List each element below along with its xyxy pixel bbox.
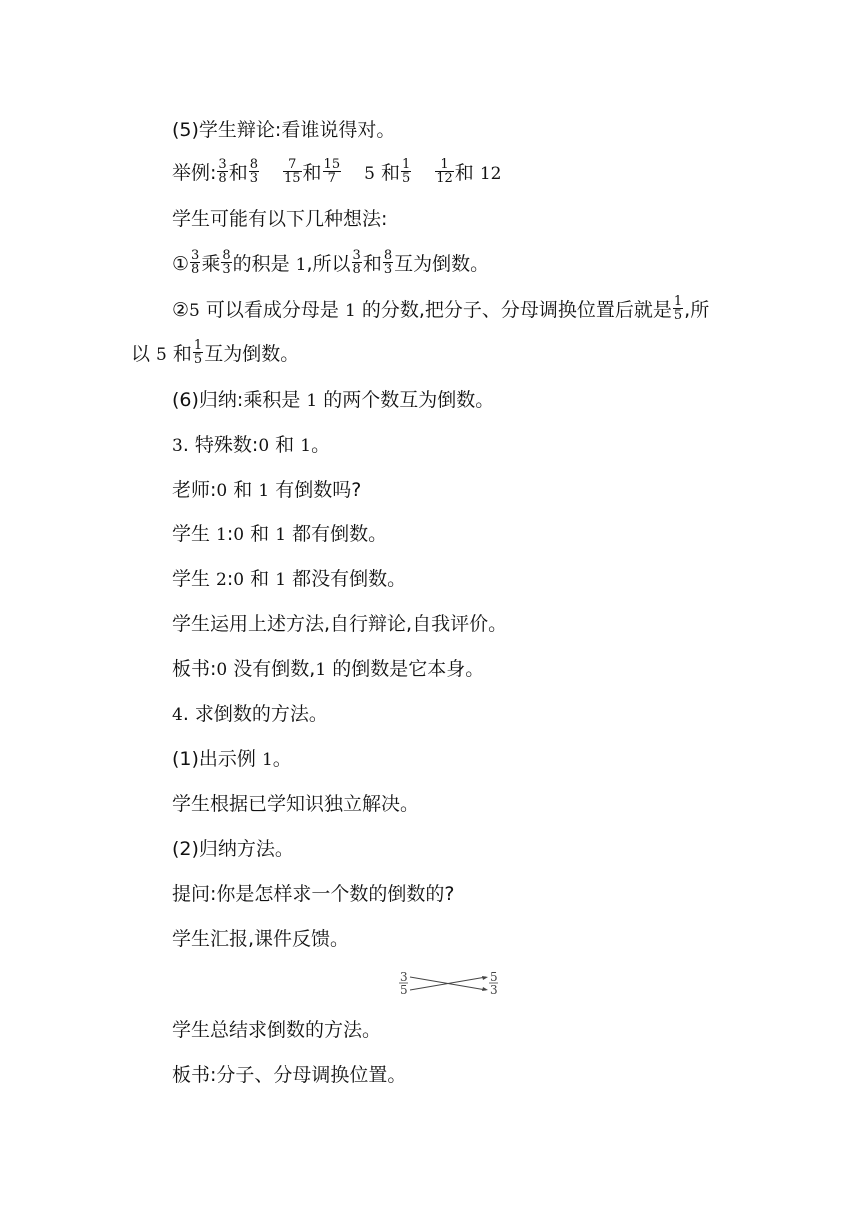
line-teacher-question	[172, 478, 361, 503]
number: 3	[172, 436, 183, 456]
denominator: 3	[222, 262, 231, 277]
diagram-arrowhead	[482, 987, 488, 991]
fraction	[673, 295, 683, 322]
diagram-left-numerator: 3	[400, 970, 408, 984]
text: 乘	[201, 253, 221, 275]
numerator: 1	[440, 157, 449, 172]
text: 学生	[172, 523, 217, 545]
number: 5	[364, 164, 375, 184]
text: 都没有倒数。	[286, 568, 407, 590]
line-heading-4	[172, 702, 328, 727]
line-summarize-method: (2)归纳方法。	[172, 838, 294, 860]
line-summary-6	[172, 388, 494, 413]
fraction	[221, 249, 231, 276]
number: 1	[275, 525, 287, 545]
text: 板书:	[172, 658, 217, 680]
fraction	[435, 158, 454, 185]
number: 2	[216, 570, 227, 590]
text: (6)归纳:乘积是	[172, 389, 307, 411]
numerator: 1	[673, 294, 683, 309]
text: ,所	[684, 299, 710, 321]
number: 1	[315, 660, 327, 680]
numerator: 3	[218, 157, 227, 172]
text: 有倒数吗?	[269, 479, 362, 501]
line-possible-ideas: 学生可能有以下几种想法:	[172, 208, 388, 230]
number: 1	[300, 436, 312, 456]
numerator: 7	[288, 157, 297, 172]
fraction	[283, 158, 302, 185]
number: 1	[261, 750, 273, 770]
number: 1	[216, 525, 227, 545]
line-board-note-1	[172, 657, 484, 682]
number: 1	[275, 570, 287, 590]
text: 互为倒数。	[394, 253, 490, 275]
text: 可以看成分母是	[199, 299, 345, 321]
diagram-arrowhead	[482, 976, 488, 980]
line-solve-independently: 学生根据已学知识独立解决。	[172, 793, 420, 815]
text: 和	[244, 523, 276, 545]
line-student-1	[172, 522, 387, 547]
denominator: 5	[673, 308, 683, 323]
denominator: 8	[352, 262, 361, 277]
diagram-right-numerator: 5	[490, 970, 498, 984]
text: (1)出示例	[172, 748, 262, 770]
denominator: 5	[401, 171, 411, 186]
numerator: 15	[323, 157, 341, 172]
line-heading-3	[172, 433, 330, 458]
text: 和	[269, 434, 301, 456]
number: 12	[479, 164, 502, 184]
text: 和	[302, 162, 322, 184]
numerator: 1	[401, 157, 411, 172]
number: 0	[216, 481, 228, 501]
number: 5	[156, 345, 167, 365]
diagram-right-denominator: 3	[490, 983, 498, 996]
text: ②	[172, 299, 190, 321]
text: 和	[362, 253, 382, 275]
denominator: 8	[218, 171, 227, 186]
numerator: 8	[249, 157, 258, 172]
text: 老师:	[172, 479, 217, 501]
line-idea-2-cont	[131, 338, 300, 368]
text: 都有倒数。	[286, 523, 388, 545]
text: ,所以	[306, 253, 351, 275]
text: :	[226, 523, 234, 545]
line-board-note-2: 板书:分子、分母调换位置。	[172, 1064, 407, 1086]
fraction	[217, 158, 227, 185]
numerator: 8	[383, 248, 393, 263]
text: 和	[227, 479, 259, 501]
number: 0	[233, 570, 245, 590]
fraction	[352, 249, 362, 276]
number: 1	[295, 255, 307, 275]
line-student-2	[172, 567, 406, 592]
diagram-left-denominator: 5	[400, 983, 408, 996]
text: ①	[172, 253, 190, 275]
text: 没有倒数,	[227, 658, 316, 680]
line-report: 学生汇报,课件反馈。	[172, 928, 350, 950]
text: 和	[166, 343, 192, 365]
number: 5	[189, 301, 200, 321]
text: 学生	[172, 568, 217, 590]
fraction	[249, 158, 259, 185]
text: 和	[244, 568, 276, 590]
denominator: 12	[436, 171, 453, 186]
text: . 特殊数:	[182, 434, 259, 456]
fraction	[193, 339, 203, 366]
text: 的两个数互为倒数。	[317, 389, 495, 411]
fraction	[401, 158, 411, 185]
number: 0	[233, 525, 245, 545]
text: 和	[454, 162, 480, 184]
line-self-evaluation: 学生运用上述方法,自行辩论,自我评价。	[172, 613, 508, 635]
text: 的倒数是它本身。	[326, 658, 485, 680]
line-example-1	[172, 747, 292, 772]
text: 的分数,把分子、分母调换位置后就是	[355, 299, 672, 321]
line-examples	[172, 157, 502, 187]
text: . 求倒数的方法。	[182, 703, 328, 725]
text: 和	[228, 162, 248, 184]
text: 。	[311, 434, 331, 456]
text: 互为倒数。	[204, 343, 300, 365]
denominator: 8	[191, 262, 200, 277]
fraction	[383, 249, 393, 276]
text: 举例:	[172, 162, 217, 184]
number: 1	[258, 481, 270, 501]
line-student-summary: 学生总结求倒数的方法。	[172, 1019, 382, 1041]
number: 4	[172, 705, 183, 725]
denominator: 5	[193, 352, 203, 367]
text: 。	[272, 748, 292, 770]
line-idea-2	[172, 294, 710, 324]
text: 以	[131, 343, 157, 365]
number: 1	[306, 391, 318, 411]
numerator: 8	[222, 248, 231, 263]
swap-diagram	[398, 970, 500, 996]
fraction	[323, 158, 342, 185]
text: :	[226, 568, 234, 590]
number: 0	[216, 660, 228, 680]
denominator: 3	[249, 171, 258, 186]
denominator: 15	[283, 171, 301, 186]
fraction	[190, 249, 200, 276]
text: 的积是	[232, 253, 296, 275]
line-student-debate: (5)学生辩论:看谁说得对。	[172, 119, 396, 141]
line-question: 提问:你是怎样求一个数的倒数的?	[172, 883, 455, 905]
text: 和	[374, 162, 400, 184]
number: 0	[258, 436, 270, 456]
numerator: 3	[191, 248, 200, 263]
numerator: 1	[193, 338, 203, 353]
denominator: 7	[323, 171, 342, 185]
denominator: 3	[383, 262, 393, 277]
numerator: 3	[352, 248, 361, 263]
line-idea-1	[172, 248, 490, 278]
number: 1	[344, 301, 356, 321]
